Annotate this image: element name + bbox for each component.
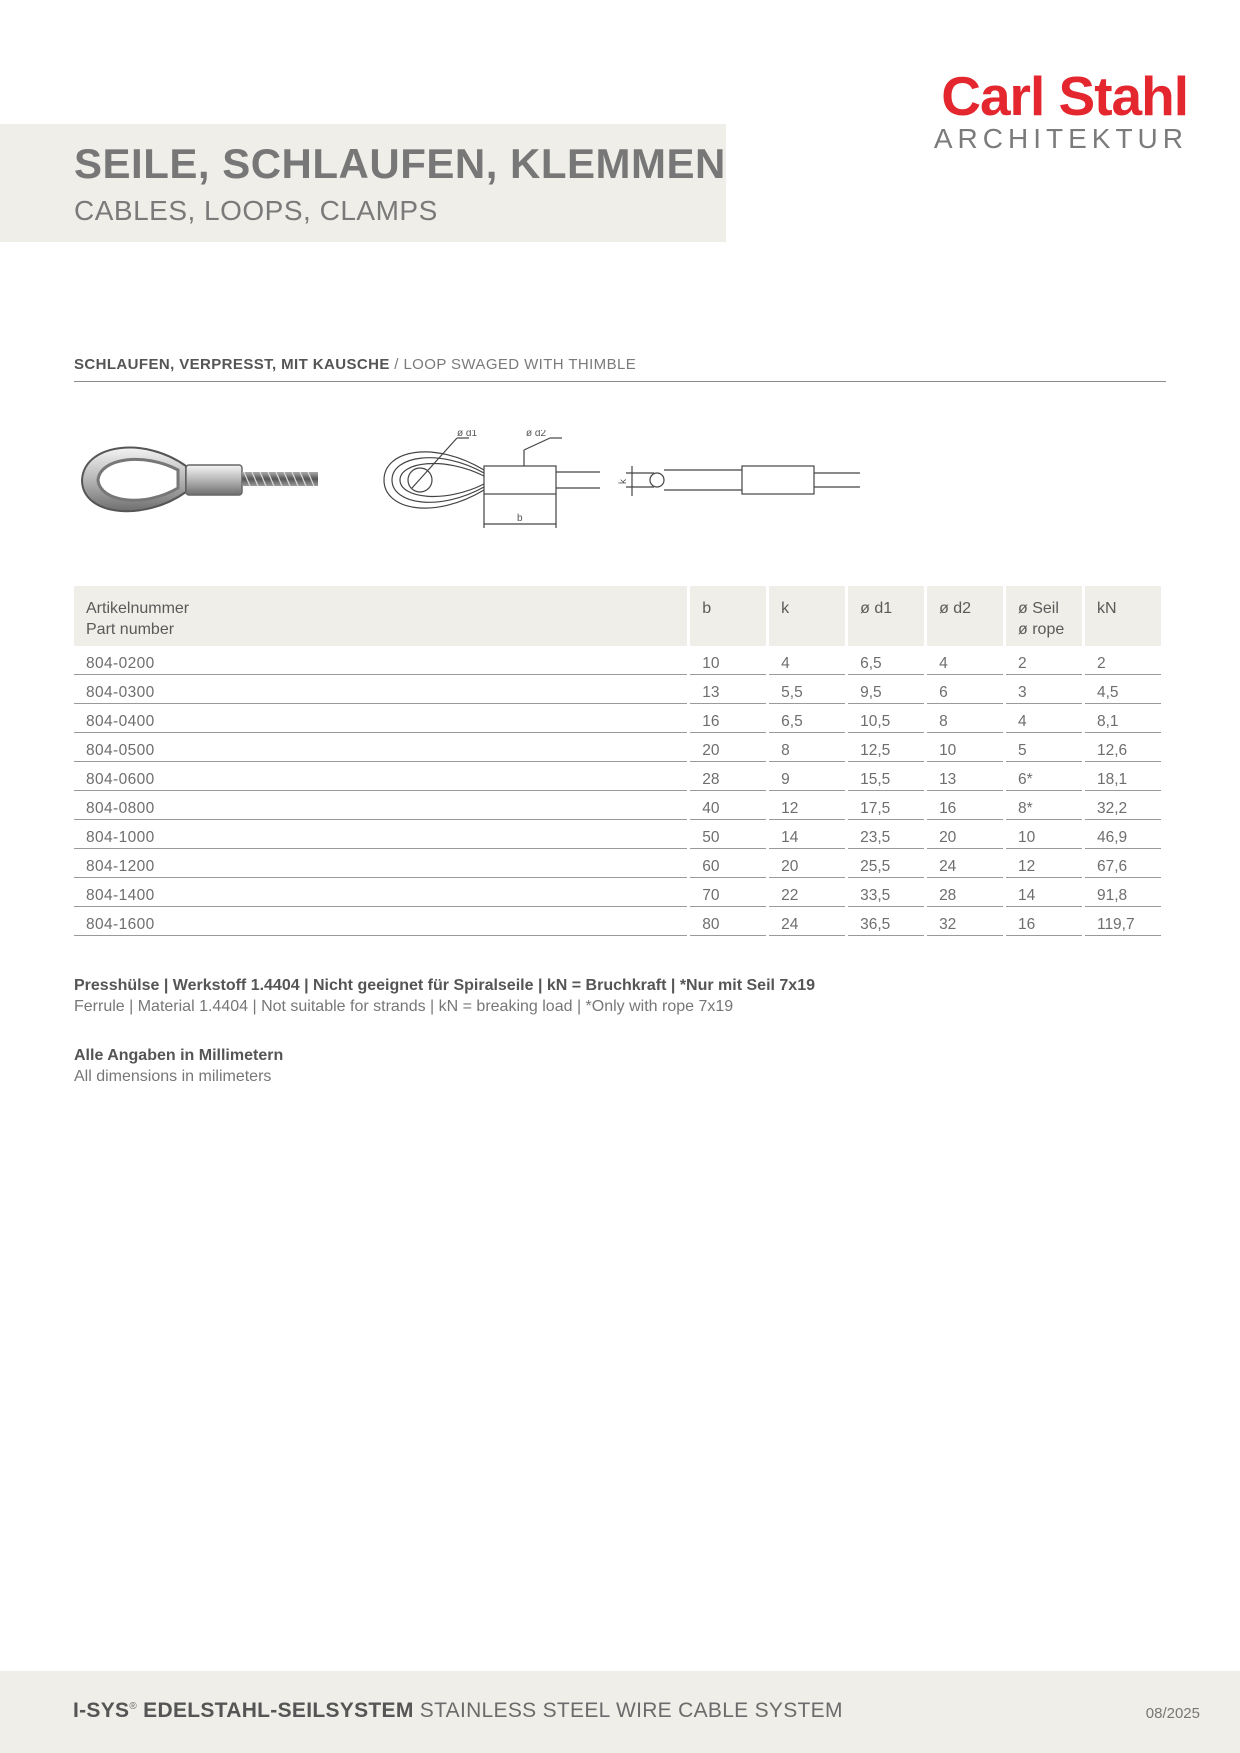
- header-part-number: Artikelnummer Part number: [74, 586, 687, 646]
- spec-table: [71, 586, 1164, 936]
- label-k: k: [618, 479, 629, 484]
- table-row: 804-0800 40 12 17,5 16 8* 32,2: [74, 791, 1161, 820]
- label-b: b: [517, 513, 523, 524]
- dimensions-en: All dimensions in milimeters: [74, 1068, 272, 1085]
- product-notes: [74, 975, 815, 1017]
- table-row: 804-0300 13 5,5 9,5 6 3 4,5: [74, 675, 1161, 704]
- logo-brand: Carl Stahl: [941, 65, 1188, 127]
- table-row: 804-1200 60 20 25,5 24 12 67,6: [74, 849, 1161, 878]
- label-d2: ø d2: [526, 430, 547, 439]
- table-row: 804-1000 50 14 23,5 20 10 46,9: [74, 820, 1161, 849]
- product-figures: [74, 430, 874, 545]
- table-header-row: [74, 586, 1161, 646]
- page-footer: [0, 1671, 1240, 1753]
- header-d2: ø d2: [927, 586, 1003, 646]
- label-d1: ø d1: [457, 430, 478, 439]
- notes-de: Presshülse | Werkstoff 1.4404 | Nicht geeignet für Spiralseile | kN = Bruchkraft | *Nur mit Seil 7x19: [74, 977, 815, 994]
- footer-date: 08/2025: [1145, 1705, 1200, 1722]
- page-title: SEILE, SCHLAUFEN, KLEMMEN: [74, 140, 726, 187]
- header-rope: ø Seil ø rope: [1006, 586, 1082, 646]
- product-photo: [82, 448, 318, 512]
- product-drawings: [74, 430, 874, 540]
- header-b: b: [690, 586, 766, 646]
- dimensions-de: Alle Angaben in Millimetern: [74, 1047, 284, 1064]
- footer-title-en: STAINLESS STEEL WIRE CABLE SYSTEM: [413, 1699, 843, 1722]
- header-k: k: [769, 586, 845, 646]
- section-heading: [74, 356, 1166, 382]
- dimensions-note: [74, 1045, 283, 1087]
- header-d1: ø d1: [848, 586, 924, 646]
- page-subtitle: CABLES, LOOPS, CLAMPS: [74, 195, 438, 226]
- table-row: 804-0600 28 9 15,5 13 6* 18,1: [74, 762, 1161, 791]
- footer-title: [73, 1699, 843, 1723]
- footer-title-de: EDELSTAHL-SEILSYSTEM: [137, 1699, 414, 1722]
- table-row: 804-0400 16 6,5 10,5 8 4 8,1: [74, 704, 1161, 733]
- table-row: 804-1600 80 24 36,5 32 16 119,7: [74, 907, 1161, 936]
- section-title-en: LOOP SWAGED WITH THIMBLE: [403, 356, 637, 373]
- table-row: 804-0200 10 4 6,5 4 2 2: [74, 646, 1161, 675]
- table-row: 804-1400 70 22 33,5 28 14 91,8: [74, 878, 1161, 907]
- table-row: 804-0500 20 8 12,5 10 5 12,6: [74, 733, 1161, 762]
- company-logo: [934, 66, 1188, 154]
- section-separator: /: [389, 356, 404, 373]
- footer-registered-mark: ®: [129, 1701, 138, 1712]
- notes-en: Ferrule | Material 1.4404 | Not suitable for strands | kN = breaking load | *Only with rope 7x19: [74, 998, 734, 1015]
- logo-subline: ARCHITEKTUR: [933, 123, 1188, 154]
- footer-brand: I-SYS: [73, 1699, 130, 1722]
- header-kn: kN: [1085, 586, 1161, 646]
- section-title-de: SCHLAUFEN, VERPRESST, MIT KAUSCHE: [74, 356, 390, 373]
